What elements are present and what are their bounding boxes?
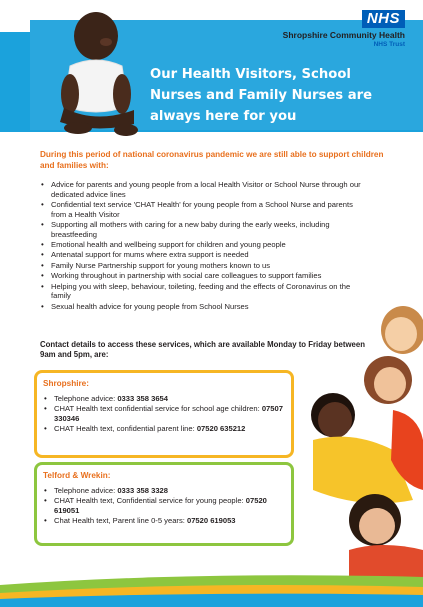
list-item: • Confidential text service 'CHAT Health' for young people from a School Nurse and parents from a Health Visitor [40, 200, 370, 219]
list-item: • Chat Health text, Parent line 0-5 years: 07520 619053 [43, 516, 283, 526]
list-item: • Sexual health advice for young people from School Nurses [40, 302, 370, 312]
children-illustration [293, 300, 423, 580]
list-item: • Helping you with sleep, behaviour, toileting, feeding and the effects of Coronavirus on the family [40, 282, 370, 301]
nhs-logo-block [283, 10, 405, 48]
telford-contact-box [34, 462, 294, 546]
services-list [40, 180, 370, 312]
phone-number: 0333 358 3654 [117, 394, 169, 403]
list-item: • Antenatal support for mums where extra support is needed [40, 250, 370, 260]
shropshire-contact-list [43, 394, 283, 434]
list-item: • Telephone advice: 0333 358 3328 [43, 486, 283, 496]
phone-number: 07520 635212 [196, 424, 246, 434]
organisation-name: Shropshire Community Health [282, 30, 405, 40]
list-item: • Supporting all mothers with caring for a new baby during the early weeks, including breastfeeding [40, 220, 370, 239]
list-item: • Family Nurse Partnership support for young mothers known to us [40, 261, 370, 271]
baby-illustration [48, 6, 144, 138]
telford-title: Telford & Wrekin: [43, 471, 111, 480]
shropshire-title: Shropshire: [43, 379, 89, 388]
nhs-logo: NHS [362, 10, 405, 28]
phone-number: 07507 330346 [54, 404, 283, 423]
trust-label: NHS Trust [373, 41, 405, 48]
shropshire-contact-box [34, 370, 294, 458]
intro-text: During this period of national coronavirus pandemic we are still able to support children and families with: [40, 150, 384, 170]
phone-number: 0333 358 3328 [117, 486, 169, 495]
list-item: • Working throughout in partnership with social care colleagues to support families [40, 271, 370, 281]
list-item: • Telephone advice: 0333 358 3654 [43, 394, 283, 404]
list-item: • CHAT Health text, confidential parent line: 07520 635212 [43, 424, 283, 434]
list-item: • Emotional health and wellbeing support for children and young people [40, 240, 370, 250]
telford-contact-list [43, 486, 283, 526]
list-item: • Advice for parents and young people from a local Health Visitor or School Nurse through our dedicated advice lines [40, 180, 370, 199]
contact-intro: Contact details to access these services, which are available Monday to Friday between 9am and 5pm, are: [40, 340, 365, 359]
phone-number: 07520 619053 [186, 516, 236, 526]
phone-number: 07520 619051 [54, 496, 267, 515]
headline: Our Health Visitors, School Nurses and Family Nurses are always here for you [150, 67, 373, 124]
bottom-stripes [0, 567, 423, 607]
header [0, 0, 423, 140]
list-item: • CHAT Health text confidential service for school age children: 07507 330346 [43, 404, 283, 423]
list-item: • CHAT Health text, Confidential service for young people: 07520 619051 [43, 496, 283, 515]
